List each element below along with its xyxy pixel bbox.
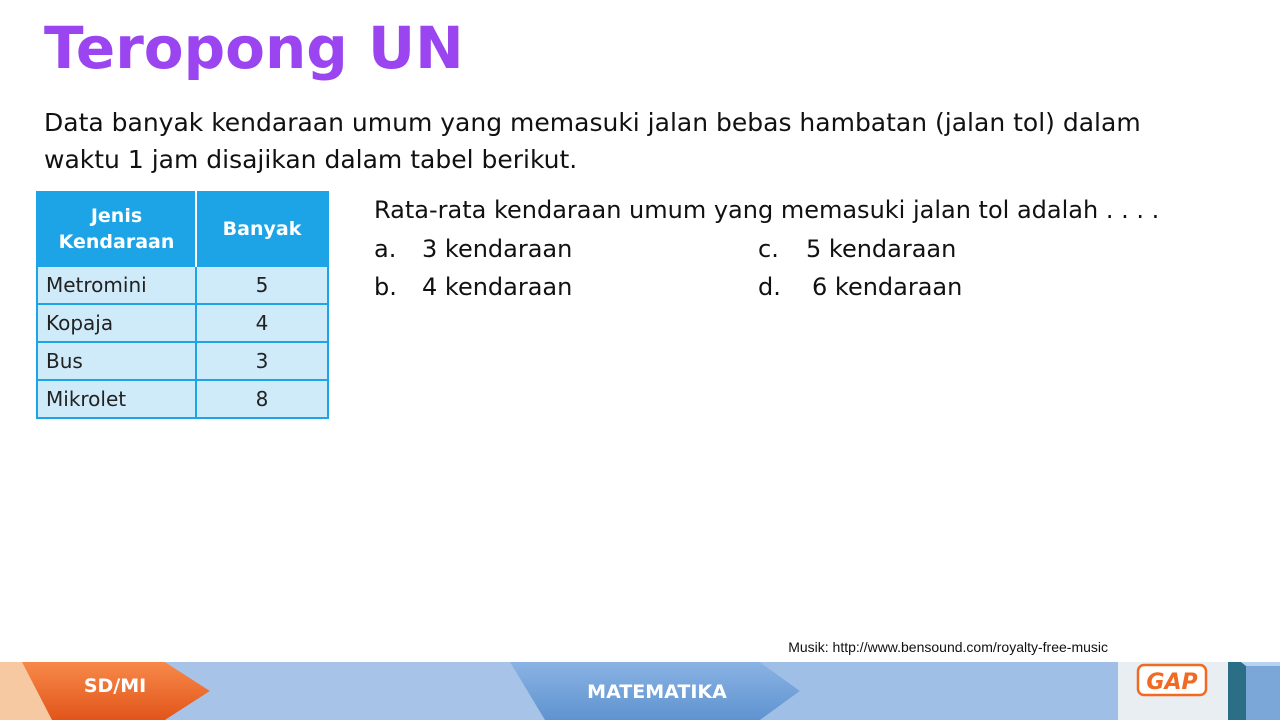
footer-subject-label: MATEMATIKA — [587, 681, 727, 703]
table-row — [37, 304, 328, 342]
option-b-text: 4 kendaraan — [422, 273, 573, 301]
table-header-row — [37, 192, 328, 266]
header-jenis-line-2: Kendaraan — [58, 231, 175, 253]
header-banyak: Banyak — [196, 192, 328, 266]
footer-blue-edge — [1246, 666, 1280, 720]
option-d[interactable] — [758, 268, 962, 306]
table-row — [37, 380, 328, 418]
slide-title: Teropong UN — [44, 14, 464, 82]
intro-line-1: Data banyak kendaraan umum yang memasuki jalan bebas hambatan (jalan tol) dalam — [44, 108, 1141, 137]
option-c-letter: c. — [758, 235, 779, 263]
question-stem: Rata-rata kendaraan umum yang memasuki jalan tol adalah . . . . — [374, 196, 1160, 224]
question-block — [374, 194, 1254, 308]
cell-banyak: 5 — [196, 266, 328, 304]
answer-options — [374, 230, 1254, 308]
option-b[interactable] — [374, 268, 572, 306]
footer-blue-left — [165, 662, 560, 720]
option-a[interactable] — [374, 230, 572, 268]
option-b-letter: b. — [374, 273, 397, 301]
header-jenis-line-1: Jenis — [90, 205, 143, 227]
table-row — [37, 266, 328, 304]
intro-line-2: waktu 1 jam disajikan dalam tabel berikut. — [44, 145, 578, 174]
cell-jenis: Metromini — [37, 266, 196, 304]
footer-teal-corner — [1228, 662, 1246, 720]
music-credit: Musik: http://www.bensound.com/royalty-free-music — [788, 639, 1108, 655]
option-a-text: 3 kendaraan — [422, 235, 573, 263]
cell-banyak: 4 — [196, 304, 328, 342]
cell-banyak: 8 — [196, 380, 328, 418]
vehicle-table — [36, 191, 329, 419]
option-d-text: 6 kendaraan — [812, 273, 963, 301]
option-a-letter: a. — [374, 235, 397, 263]
cell-jenis: Kopaja — [37, 304, 196, 342]
footer-level-label: SD/MI — [83, 675, 147, 697]
option-c[interactable] — [758, 230, 956, 268]
table-row — [37, 342, 328, 380]
cell-jenis: Bus — [37, 342, 196, 380]
footer-banner — [0, 662, 1280, 720]
footer-blue-right — [760, 662, 1120, 720]
cell-jenis: Mikrolet — [37, 380, 196, 418]
intro-text — [44, 104, 1224, 178]
option-c-text: 5 kendaraan — [806, 235, 957, 263]
cell-banyak: 3 — [196, 342, 328, 380]
gap-logo: GAP — [1146, 670, 1198, 695]
option-d-letter: d. — [758, 273, 781, 301]
header-jenis-kendaraan — [37, 192, 196, 266]
